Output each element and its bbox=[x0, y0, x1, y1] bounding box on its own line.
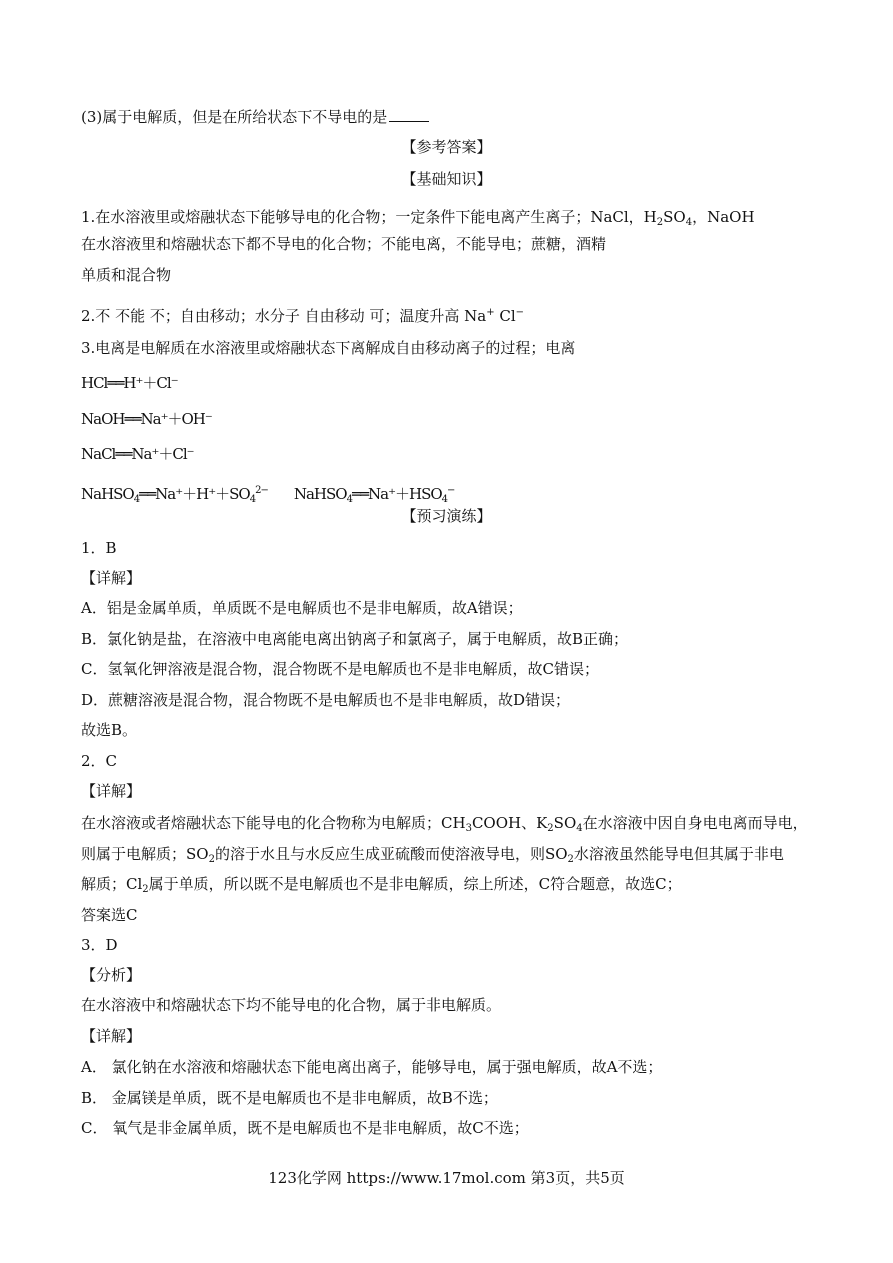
q2-conclusion: 答案选C bbox=[81, 906, 138, 924]
equation-hcl: HCl══H⁺＋Cl⁻ bbox=[81, 374, 178, 392]
q1-option-b: B．氯化钠是盐，在溶液中电离能电离出钠离子和氯离子，属于电解质，故B正确； bbox=[81, 630, 629, 648]
q3-analysis-heading: 【分析】 bbox=[81, 966, 142, 984]
q1-option-d: D．蔗糖溶液是混合物，混合物既不是电解质也不是非电解质，故D错误； bbox=[81, 691, 571, 709]
section-basic-heading: 【基础知识】 bbox=[401, 170, 492, 188]
q2-detail-heading: 【详解】 bbox=[81, 782, 142, 800]
equation-nahso4: $NaHSO_4══Na^++H^++SO_4^{2-}$ $NaHSO_4══Na^++HSO_4^-$ bbox=[81, 485, 455, 505]
q3-option-b: B． 金属镁是单质，既不是电解质也不是非电解质，故B不选； bbox=[81, 1089, 498, 1107]
q2-answer: 2．C bbox=[81, 752, 118, 770]
basic-line-1: 1.在水溶液里或熔融状态下能够导电的化合物；一定条件下能电离产生离子；NaCl，$H_2SO_4$，NaOH bbox=[81, 208, 755, 228]
question-3 bbox=[81, 107, 429, 127]
q1-option-c: C．氢氧化钾溶液是混合物，混合物既不是电解质也不是非电解质，故C错误； bbox=[81, 660, 599, 678]
section-preview-heading: 【预习演练】 bbox=[401, 507, 492, 525]
q1-answer: 1．B bbox=[81, 539, 117, 557]
q1-conclusion: 故选B。 bbox=[81, 721, 138, 739]
q3-option-c: C． 氧气是非金属单质，既不是电解质也不是非电解质，故C不选； bbox=[81, 1119, 529, 1137]
q3-option-a: A． 氯化钠在水溶液和熔融状态下能电离出离子，能够导电，属于强电解质，故A不选； bbox=[81, 1058, 663, 1076]
q3-answer: 3．D bbox=[81, 936, 118, 954]
q3-analysis-text: 在水溶液中和熔融状态下均不能导电的化合物，属于非电解质。 bbox=[81, 996, 502, 1014]
basic-line-3: 单质和混合物 bbox=[81, 266, 172, 284]
q1-option-a: A．铝是金属单质，单质既不是电解质也不是非电解质，故A错误； bbox=[81, 599, 523, 617]
basic-line-5: 3.电离是电解质在水溶液里或熔融状态下离解成自由移动离子的过程；电离 bbox=[81, 339, 576, 357]
question-3-text: (3)属于电解质，但是在所给状态下不导电的是 bbox=[81, 108, 388, 126]
q1-detail-heading: 【详解】 bbox=[81, 569, 142, 587]
q2-detail-line-2: 则属于电解质；$SO_2$的溶于水且与水反应生成亚硫酸而使溶液导电，则$SO_2$水溶液虽然能导电但其属于非电 bbox=[81, 845, 784, 865]
equation-naoh: NaOH══Na⁺＋OH⁻ bbox=[81, 410, 212, 428]
section-answer-heading: 【参考答案】 bbox=[401, 138, 492, 156]
equation-nacl: NaCl══Na⁺＋Cl⁻ bbox=[81, 445, 194, 463]
q2-detail-line-1: 在水溶液或者熔融状态下能导电的化合物称为电解质；$CH_3COOH$、$K_2SO_4$在水溶液中因自身电电离而导电， bbox=[81, 814, 808, 834]
basic-line-4: 2.不 不能 不；自由移动；水分子 自由移动 可；温度升高 Na+ Cl− bbox=[81, 307, 525, 325]
page-footer: 123化学网 https://www.17mol.com 第3页，共5页 bbox=[268, 1169, 625, 1187]
basic-line-2: 在水溶液里和熔融状态下都不导电的化合物；不能电离，不能导电；蔗糖，酒精 bbox=[81, 235, 607, 253]
q3-detail-heading: 【详解】 bbox=[81, 1027, 142, 1045]
q2-detail-line-3: 解质；$Cl_2$属于单质，所以既不是电解质也不是非电解质，综上所述，C符合题意，故选C； bbox=[81, 875, 682, 895]
answer-blank bbox=[389, 107, 429, 122]
